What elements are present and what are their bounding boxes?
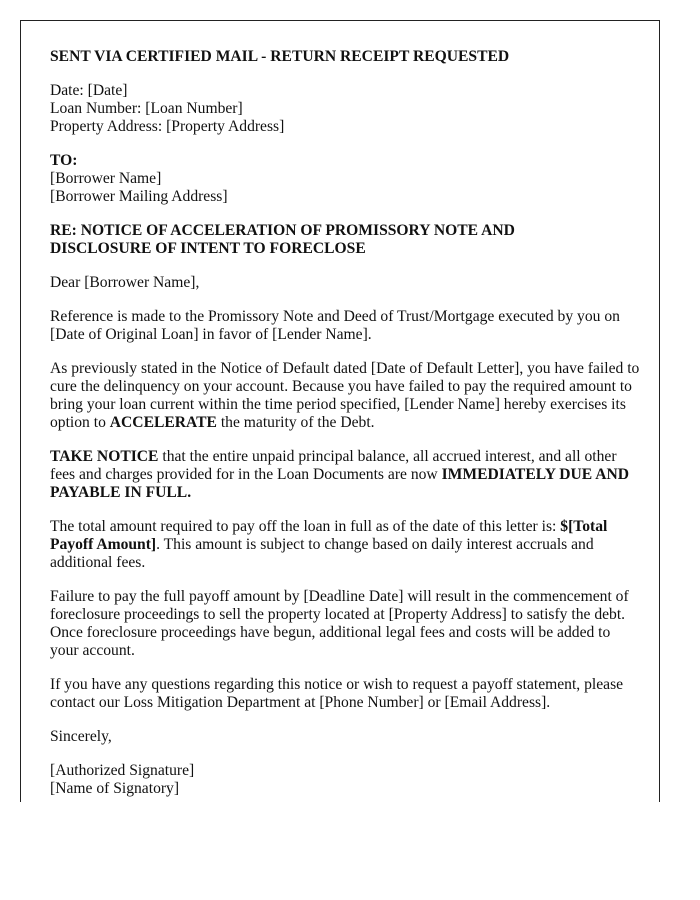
reference-paragraph: Reference is made to the Promissory Note and Deed of Trust/Mortgage executed by you on [Date of Original Loan] in favor of [Lender Name]. xyxy=(50,308,620,343)
authorized-signature: [Authorized Signature] xyxy=(50,762,195,779)
to-label: TO: xyxy=(50,152,78,169)
due-payable-emphasis: IMMEDIATELY DUE AND PAYABLE IN FULL. xyxy=(50,466,630,501)
letter-page-frame xyxy=(20,20,660,802)
letter-body xyxy=(50,48,640,802)
accelerate-emphasis: ACCELERATE xyxy=(109,414,217,431)
failure-paragraph: Failure to pay the full payoff amount by [Deadline Date] will result in the commencement of foreclosure proceedings to sell the property located at [Property Address] to satisfy the debt. Once foreclosure proceedings have begun, additional legal fees and costs will be added to your account. xyxy=(50,588,629,659)
borrower-address: [Borrower Mailing Address] xyxy=(50,188,228,205)
borrower-name: [Borrower Name] xyxy=(50,170,162,187)
subject-line-2: DISCLOSURE OF INTENT TO FORECLOSE xyxy=(50,240,366,257)
subject-line-1: RE: NOTICE OF ACCELERATION OF PROMISSORY NOTE AND xyxy=(50,222,515,239)
payoff-text: The total amount required to pay off the loan in full as of the date of this letter is: xyxy=(50,518,561,535)
letter-meta xyxy=(50,82,640,136)
loan-number-line: Loan Number: [Loan Number] xyxy=(50,100,243,117)
take-notice-text: that the entire unpaid principal balance, all accrued interest, and all other fees and charges provided for in the Loan Documents are now xyxy=(50,448,617,483)
subject-line xyxy=(50,222,640,258)
payoff-paragraph xyxy=(50,518,640,572)
recipient-block xyxy=(50,152,640,206)
mailing-header: SENT VIA CERTIFIED MAIL - RETURN RECEIPT REQUESTED xyxy=(50,48,510,65)
default-text-end: the maturity of the Debt. xyxy=(216,414,375,431)
payoff-text-end: . This amount is subject to change based on daily interest accruals and additional fees. xyxy=(50,536,594,571)
default-text: As previously stated in the Notice of Default dated [Date of Default Letter], you have failed to cure the delinquency on your account. Because you have failed to pay the required amount to bring your loan current within the time period specified, [Lender Name] hereby exercises its option to xyxy=(50,360,640,431)
take-notice-emphasis: TAKE NOTICE xyxy=(50,448,159,465)
salutation: Dear [Borrower Name], xyxy=(50,274,200,291)
property-address-line: Property Address: [Property Address] xyxy=(50,118,285,135)
payoff-amount: $[Total Payoff Amount] xyxy=(50,518,608,553)
take-notice-paragraph xyxy=(50,448,640,502)
signature-block xyxy=(50,762,640,798)
questions-paragraph: If you have any questions regarding this notice or wish to request a payoff statement, please contact our Loss Mitigation Department at [Phone Number] or [Email Address]. xyxy=(50,676,624,711)
closing: Sincerely, xyxy=(50,728,112,745)
signatory-name: [Name of Signatory] xyxy=(50,780,180,797)
date-line: Date: [Date] xyxy=(50,82,128,99)
default-paragraph xyxy=(50,360,640,432)
